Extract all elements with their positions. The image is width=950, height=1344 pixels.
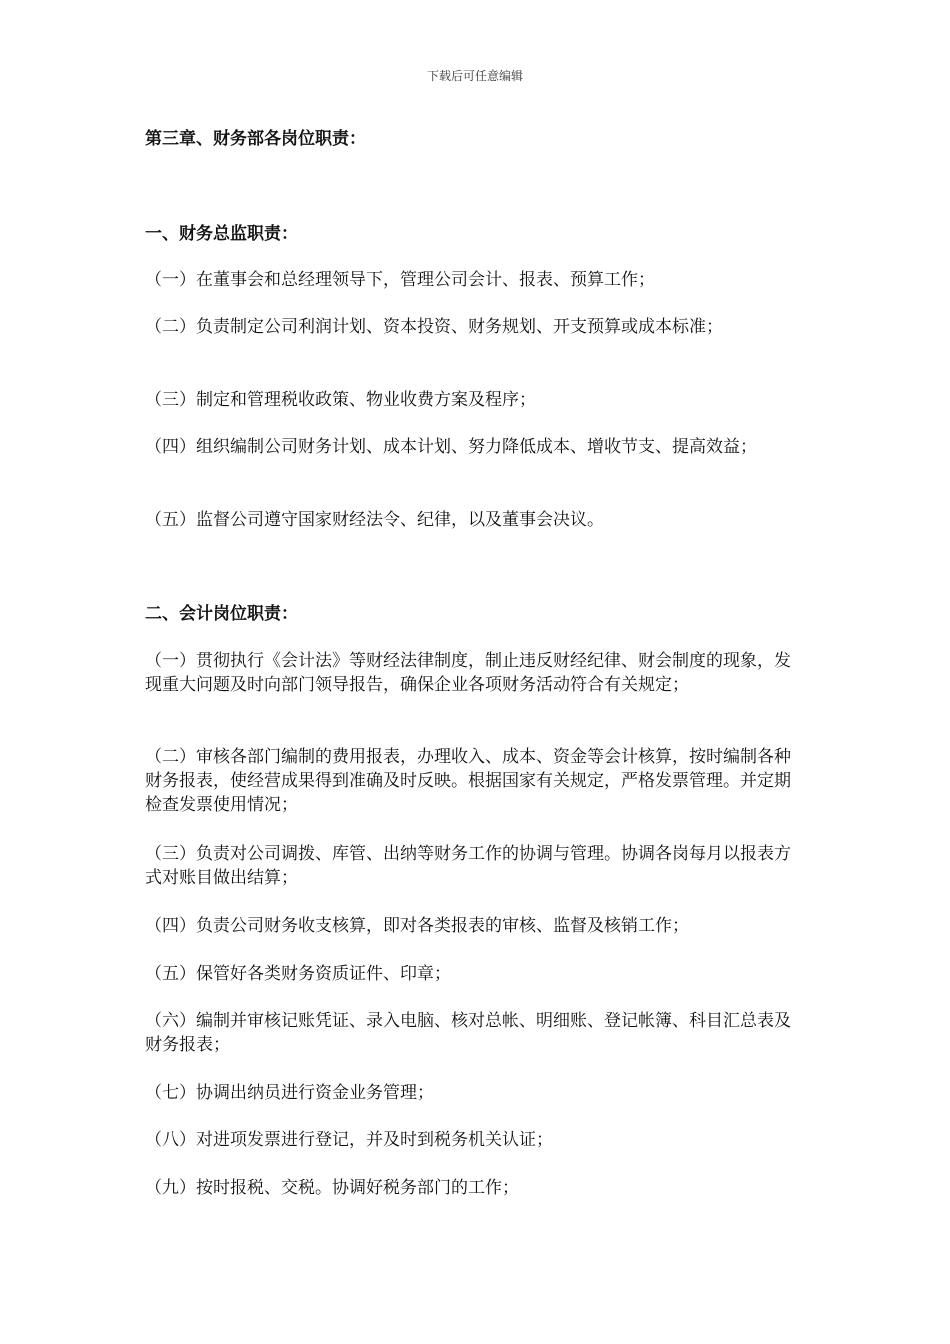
section2-item-5: （五）保管好各类财务资质证件、印章； [145, 964, 451, 984]
section2-item-1: （一）贯彻执行《会计法》等财经法律制度，制止违反财经纪律、财会制度的现象，发现重大问题及时向部门领导报告，确保企业各项财务活动符合有关规定； [145, 651, 791, 695]
section1-title: 一、财务总监职责： [145, 224, 298, 244]
section1-item-5: （五）监督公司遵守国家财经法令、纪律，以及董事会决议。 [145, 510, 604, 530]
section1-item-4: （四）组织编制公司财务计划、成本计划、努力降低成本、增收节支、提高效益； [145, 437, 757, 457]
section2-item-2: （二）审核各部门编制的费用报表，办理收入、成本、资金等会计核算，按时编制各种财务报表，使经营成果得到准确及时反映。根据国家有关规定，严格发票管理。并定期检查发票使用情况； [145, 747, 791, 815]
section1-item-2: （二）负责制定公司利润计划、资本投资、财务规划、开支预算或成本标准； [145, 317, 723, 337]
header-note: 下载后可任意编辑 [426, 69, 523, 83]
chapter-title: 第三章、财务部各岗位职责： [145, 129, 366, 149]
section2-item-7: （七）协调出纳员进行资金业务管理； [145, 1083, 434, 1103]
section2-item-3: （三）负责对公司调拨、库管、出纳等财务工作的协调与管理。协调各岗每月以报表方式对账目做出结算； [145, 844, 791, 888]
section1-item-3: （三）制定和管理税收政策、物业收费方案及程序； [145, 390, 536, 410]
section2-title: 二、会计岗位职责： [145, 604, 298, 624]
section2-item-9: （九）按时报税、交税。协调好税务部门的工作； [145, 1178, 519, 1198]
section2-item-6: （六）编制并审核记账凭证、录入电脑、核对总帐、明细账、登记帐簿、科目汇总表及财务报表； [145, 1011, 791, 1055]
section1-item-1: （一）在董事会和总经理领导下，管理公司会计、报表、预算工作； [145, 270, 655, 290]
section2-item-8: （八）对进项发票进行登记，并及时到税务机关认证； [145, 1130, 553, 1150]
section2-item-4: （四）负责公司财务收支核算，即对各类报表的审核、监督及核销工作； [145, 916, 689, 936]
